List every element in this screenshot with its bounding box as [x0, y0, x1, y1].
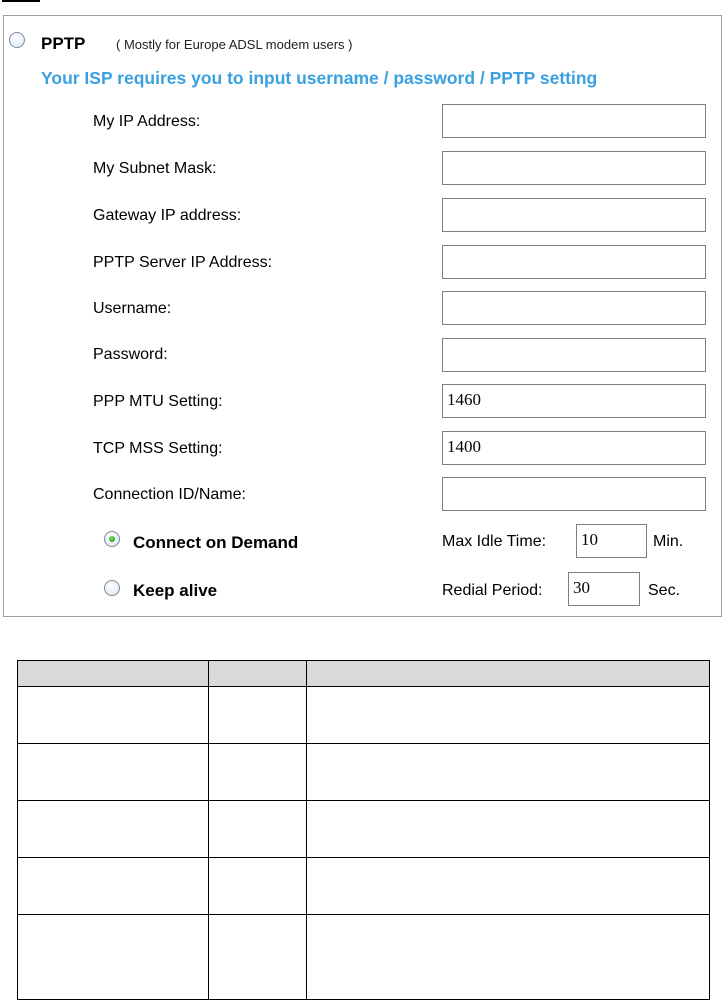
- radio-selected-dot: [109, 536, 115, 542]
- gateway-ip-input[interactable]: [442, 198, 706, 232]
- my-subnet-mask-label: My Subnet Mask:: [93, 160, 217, 177]
- table-cell: [307, 801, 710, 858]
- max-idle-time-label: Max Idle Time:: [442, 533, 547, 550]
- redial-period-label: Redial Period:: [442, 582, 543, 599]
- username-label: Username:: [93, 300, 172, 317]
- keep-alive-radio[interactable]: [104, 580, 120, 596]
- redial-period-unit: Sec.: [648, 582, 681, 599]
- pptp-server-ip-input[interactable]: [442, 245, 706, 279]
- header-cell: [18, 661, 209, 687]
- connect-on-demand-radio[interactable]: [104, 531, 120, 547]
- table-cell: [18, 801, 209, 858]
- connect-on-demand-label: Connect on Demand: [133, 533, 299, 552]
- gateway-ip-label: Gateway IP address:: [93, 207, 242, 224]
- table-cell: [18, 915, 209, 1000]
- table-cell: [307, 858, 710, 915]
- table-cell: [18, 687, 209, 744]
- connection-id-input[interactable]: [442, 477, 706, 511]
- max-idle-time-input[interactable]: 10: [576, 524, 647, 558]
- top-rule: [2, 0, 40, 2]
- header-cell: [209, 661, 307, 687]
- my-ip-address-label: My IP Address:: [93, 113, 201, 130]
- username-input[interactable]: [442, 291, 706, 325]
- table-cell: [209, 687, 307, 744]
- password-label: Password:: [93, 346, 168, 363]
- pptp-title: PPTP: [41, 34, 86, 53]
- table-cell: [209, 858, 307, 915]
- tcp-mss-input[interactable]: 1400: [442, 431, 706, 465]
- password-input[interactable]: [442, 338, 706, 372]
- ppp-mtu-input[interactable]: 1460: [442, 384, 706, 418]
- table-row: [18, 744, 710, 801]
- table-cell: [307, 744, 710, 801]
- table-cell: [209, 915, 307, 1000]
- max-idle-time-unit: Min.: [653, 533, 684, 550]
- table-cell: [18, 858, 209, 915]
- table-row: [18, 687, 710, 744]
- keep-alive-label: Keep alive: [133, 581, 218, 600]
- table-row: [18, 858, 710, 915]
- my-subnet-mask-input[interactable]: [442, 151, 706, 185]
- table-cell: [209, 744, 307, 801]
- spec-table-header: [18, 661, 710, 687]
- ppp-mtu-label: PPP MTU Setting:: [93, 393, 223, 410]
- pptp-server-ip-label: PPTP Server IP Address:: [93, 254, 273, 271]
- spec-table: [17, 660, 710, 1000]
- redial-period-input[interactable]: 30: [568, 572, 640, 606]
- table-cell: [209, 801, 307, 858]
- table-row: [18, 801, 710, 858]
- connection-id-label: Connection ID/Name:: [93, 486, 246, 503]
- my-ip-address-input[interactable]: [442, 104, 706, 138]
- tcp-mss-label: TCP MSS Setting:: [93, 440, 223, 457]
- pptp-radio[interactable]: [9, 32, 25, 48]
- table-cell: [18, 744, 209, 801]
- isp-instruction: Your ISP requires you to input username / password / PPTP setting: [41, 68, 598, 88]
- header-cell: [307, 661, 710, 687]
- table-cell: [307, 687, 710, 744]
- table-cell: [307, 915, 710, 1000]
- table-row: [18, 915, 710, 1000]
- pptp-note: ( Mostly for Europe ADSL modem users ): [116, 37, 353, 52]
